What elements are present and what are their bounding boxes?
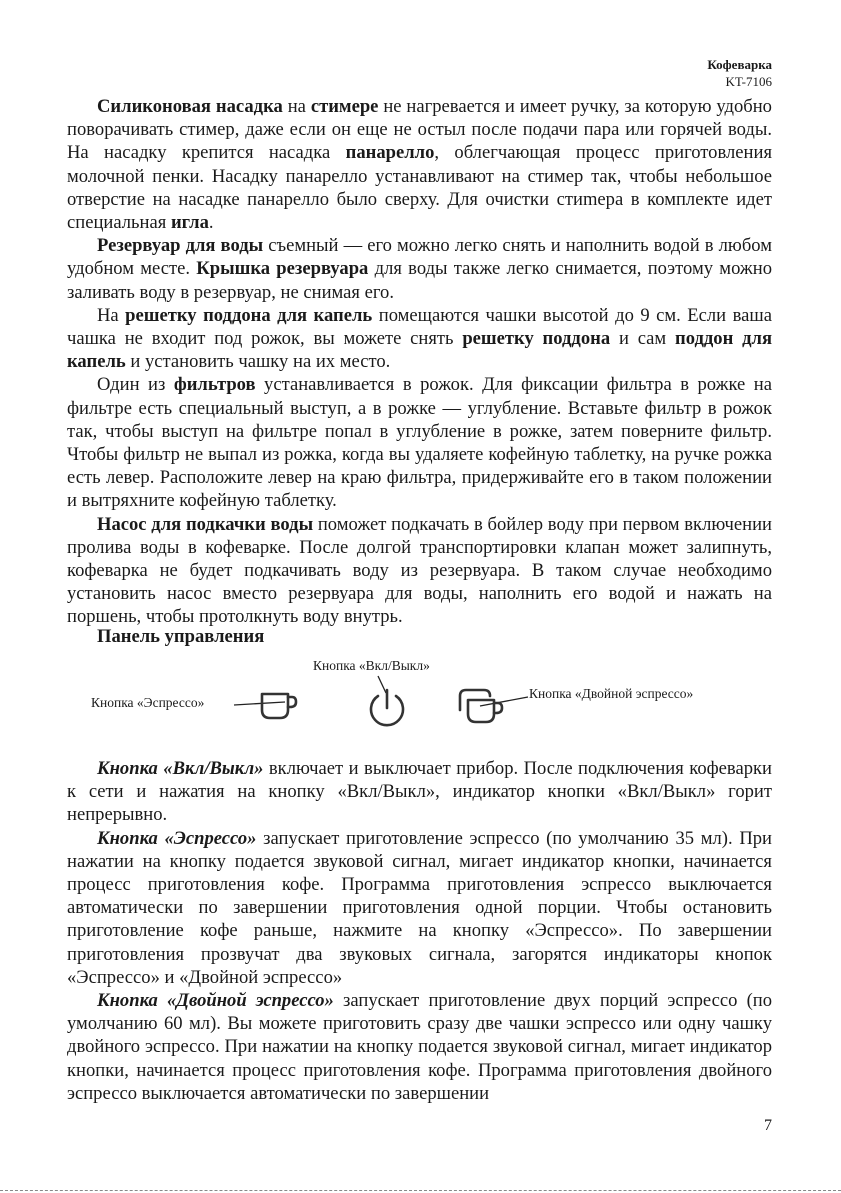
emphasis-term: Насос для подкачки воды	[97, 513, 314, 535]
power-icon	[371, 690, 403, 725]
leader-line-power	[378, 676, 386, 693]
paragraph	[67, 95, 772, 234]
text-run: для воды также легко снимается, поэтому можно заливать воду в резервуар, не снимая его.	[67, 258, 772, 303]
paragraph	[67, 373, 772, 512]
running-header	[707, 56, 772, 90]
emphasis-term: поддон для капель	[67, 328, 773, 373]
text-run: включает и выключает прибор. После подключения кофеварки к сети и нажатия на кнопку «Вкл/Выкл», индикатор кнопки «Вкл/Выкл» горит непрерывно.	[67, 758, 772, 826]
text-run: и сам	[610, 328, 676, 350]
paragraph	[67, 827, 772, 989]
text-run: на	[282, 96, 311, 117]
section-title: Панель управления	[97, 626, 265, 647]
emphasis-term: фильтров	[173, 374, 256, 396]
text-run: съемный — его можно легко снять и наполнить водой в любом удобном месте.	[67, 235, 772, 280]
emphasis-term: решетку поддона для капель	[125, 304, 373, 326]
text-run: запускает приготовление эспрессо (по умолчанию 35 мл). При нажатии на кнопку подается звуковой сигнал, мигает индикатор кнопки, начинается процесс приготовления кофе. Программа приготовления эспрессо выключается автоматически по завершении приготовления одной порции. Чтобы остановить приготовление кофе раньше, нажмите на кнопку «Эспрессо». По завершении приготовления прозвучат два звуковых сигнала, загорятся индикаторы кнопок «Эспрессо» и «Двойной эспрессо»	[67, 827, 772, 988]
paragraph	[67, 989, 772, 1105]
text-run: и установить чашку на их место.	[125, 351, 391, 373]
espresso-cup-icon	[262, 694, 296, 718]
paragraph	[67, 757, 772, 827]
paragraph	[67, 513, 772, 629]
label-double-espresso-button: Кнопка «Двойной эспрессо»	[529, 686, 694, 701]
emphasis-term: Кнопка «Вкл/Выкл»	[97, 758, 264, 779]
text-run: запускает приготовление двух порций эспрессо (по умолчанию 60 мл). Вы можете приготовить сразу две чашки эспрессо или одну чашку двойного эспрессо. При нажатии на кнопку подается звуковой сигнал, мигает индикатор кнопки, начинается процесс приготовления кофе. Программа приготовления двойного эспрессо выключается автоматически по завершении	[67, 990, 773, 1104]
page-number: 7	[764, 1117, 772, 1134]
emphasis-term: стимере	[310, 96, 379, 117]
header-title: Кофеварка	[707, 57, 772, 72]
paragraph	[67, 304, 772, 374]
control-panel-diagram	[0, 650, 841, 740]
text-run: поможет подкачать в бойлер воду при первом включении пролива воды в кофеварке. После долгой транспортировки клапан может залипнуть, кофеварка не будет подкачивать воду из резервуара. В таком случае необходимо установить насос вместо резервуара для воды, наполнить его водой и нажать на поршень, чтобы протолкнуть воду внутрь.	[67, 513, 772, 628]
body-text-top	[67, 95, 772, 629]
emphasis-term: Крышка резервуара	[196, 258, 369, 280]
header-model: KT-7106	[725, 74, 772, 89]
label-espresso-button: Кнопка «Эспрессо»	[91, 695, 205, 710]
page-edge-rule	[0, 1190, 841, 1191]
leader-line-double	[480, 697, 528, 706]
emphasis-term: Силиконовая насадка	[97, 96, 283, 117]
emphasis-term: Кнопка «Двойной эспрессо»	[97, 990, 334, 1012]
text-run: На	[97, 304, 126, 326]
text-run: .	[208, 212, 214, 234]
text-run: , облегчающая процесс приготовления молочной пенки. Насадку панарелло устанавливают на стимер так, чтобы небольшое отверстие на насадке панарелло было сверху. Для очистки стиmера в комплекте идет специальная	[67, 142, 772, 234]
text-run: не нагревается и имеет ручку, за которую удобно поворачивать стимер, даже если он еще не остыл после подачи пара или горячей воды. На насадку крепится насадка	[67, 96, 772, 164]
body-text-bottom	[67, 757, 772, 1105]
paragraph	[67, 234, 772, 304]
emphasis-term: Резервуар для воды	[97, 235, 264, 257]
emphasis-term: Кнопка «Эспрессо»	[97, 827, 257, 849]
text-run: помещаются чашки высотой до 9 см. Если ваша чашка не входит под рожок, вы можете снять	[67, 304, 772, 350]
emphasis-term: игла	[170, 212, 209, 234]
label-power-button: Кнопка «Вкл/Выкл»	[313, 658, 430, 673]
emphasis-term: панарелло	[345, 142, 435, 164]
leader-line-espresso	[234, 702, 285, 705]
text-run: Один из	[97, 374, 174, 396]
emphasis-term: решетку поддона	[462, 328, 611, 350]
text-run: устанавливается в рожок. Для фиксации фильтра в рожке на фильтре есть специальный выступ, а в рожке — углубление. Вставьте фильтр в рожок так, чтобы выступ на фильтре попал в углубление в рожке, затем поверните фильтр. Чтобы фильтр не выпал из рожка, когда вы удаляете кофейную таблетку, на ручке рожка есть левер. Расположите левер на краю фильтра, придерживайте его в таком положении и вытряхните кофейную таблетку.	[67, 374, 772, 512]
